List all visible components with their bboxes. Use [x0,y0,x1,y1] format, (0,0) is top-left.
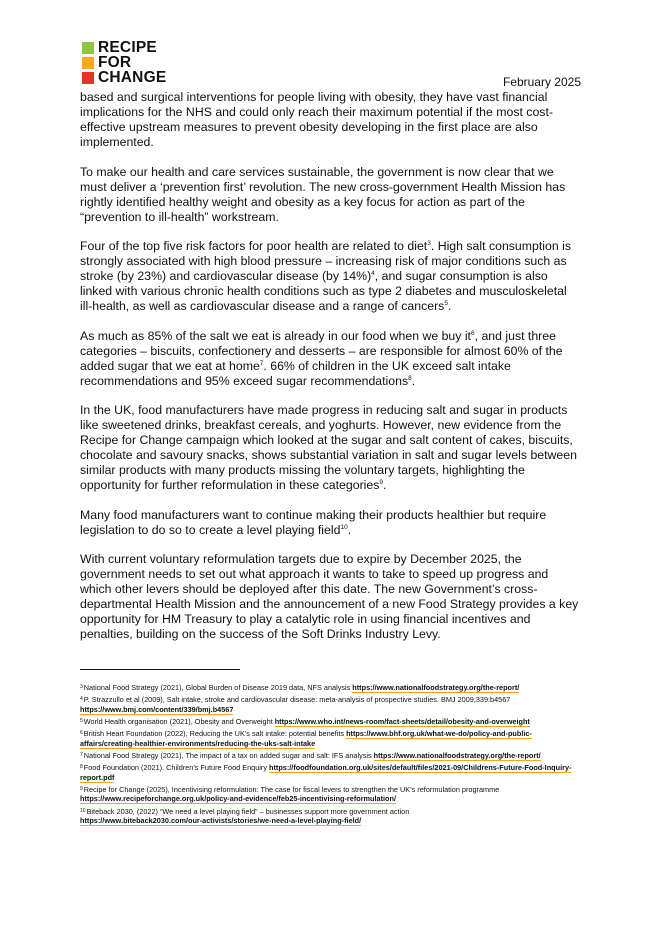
paragraph-2: To make our health and care services sustainable, the government is now clear that we must deliver a ‘prevention first’ revolution. The new cross-government Health Mission has rightly identified healthy weight and obesity as a key focus for action as part of the “prevention to ill-health” workstream. [80,164,566,224]
logo-row-1 [82,40,172,55]
footnote-link[interactable]: https://www.nationalfoodstrategy.org/the-report/ [373,750,541,760]
footnote-ref[interactable]: 10 [340,523,348,531]
logo-red-square [82,72,94,84]
footnote-link[interactable]: https://www.bmj.com/content/339/bmj.b4567 [80,704,234,714]
logo-word-change: CHANGE [98,68,167,86]
paragraph-4: As much as 85% of the salt we eat is already in our food when we buy $it^6$, and just three categories – biscuits, confectionery and desserts – are responsible for almost 60% of the added sugar that we eat at home$^7$. 66% of children in the UK exceed salt intake recommendations and 95% exceed sugar recommendations$^8$. [80,328,563,388]
footnote-item: $^9$Recipe for Change (2025), Incentivising reformulation: The case for fiscal levers to strengthen the UK’s reformulation programme https://www.recipeforchange.org.uk/policy-and-evidence/feb25-incentivising-reformulation/ [80,784,500,804]
footnote-item: $^6$British Heart Foundation (2022), Reducing the UK’s salt intake: potential benefits https://www.bhf.org.uk/what-we-do/policy-and-public-affairs/creating-healthier-environments/reducing-the-uks-salt-intake [80,729,532,748]
logo-row-3 [82,70,172,85]
logo-word-for: FOR [98,53,132,71]
recipe-for-change-logo [82,40,172,85]
footnote-ref[interactable]: 5 [444,300,448,307]
paragraph-6: Many food manufacturers want to continue making their products healthier but require legislation to do so to create a level playing field$^{10}$. [80,507,547,537]
paragraph-7: With current voluntary reformulation targets due to expire by December 2025, the government needs to set out what approach it wants to take to speed up progress and which other levers should be deployed after this date. The new Government’s cross-departmental Health Mission and the announcement of a new Food Strategy provides a key opportunity for HM Treasury to play a catalytic role in using financial incentives and penalties, building on the success of the Soft Drinks Industry Levy. [80,552,579,641]
logo-orange-square [82,57,94,69]
footnote-item: $^5$World Health organisation (2021), Obesity and Overweight https://www.who.int/news-room/fact-sheets/detail/obesity-and-overweight [80,716,530,726]
footnote-item: $^{10}$Biteback 2030, (2022) “We need a level playing field” – businesses support more government action https://www.biteback2030.com/our-activists/stories/we-need-a-level-playing-field/ [80,806,410,825]
footnote-item: $^8$Food Foundation (2021). Children’s Future Food Enquiry https://foodfoundation.org.uk/sites/default/files/2021-09/Childrens-Future-Food-Inquiry-report.pdf [80,763,572,782]
footnote-link[interactable]: https://www.bhf.org.uk/what-we-do/policy-and-public-affairs/creating-healthier-environments/reducing-the-uks-salt-intake [80,729,532,748]
footnote-link[interactable]: https://www.biteback2030.com/our-activists/stories/we-need-a-level-playing-field/ [80,815,362,825]
footnotes-list [80,683,585,828]
footnote-ref[interactable]: 6 [470,329,475,337]
paragraph-3: Four of the top five risk factors for poor health are related to diet$^3$. High salt consumption is strongly associated with high blood pressure – increasing risk of major conditions such as stroke (by 23%) and cardiovascular disease (by 14%)$^4$, and sugar consumption is also linked with various chronic health conditions such as type 2 diabetes and musculoskeletal ill-health, as well as cardiovascular disease and a range of cancers$^5$. [80,239,571,313]
footnote-divider [80,669,240,670]
document-body [80,90,582,657]
footnote-ref[interactable]: 7 [259,359,264,367]
document-date: February 2025 [502,75,581,89]
footnote-link[interactable]: https://www.who.int/news-room/fact-sheets/detail/obesity-and-overweight [274,716,530,726]
footnote-link[interactable]: https://www.recipeforchange.org.uk/policy-and-evidence/feb25-incentivising-reformulation/ [80,794,396,804]
paragraph-1: based and surgical interventions for people living with obesity, they have vast financial implications for the NHS and could only reach their maximum potential if the most cost-effective upstream measures to prevent obesity developing in the first place are also implemented. [80,90,553,149]
logo-green-square [82,42,94,54]
footnote-link[interactable]: https://www.nationalfoodstrategy.org/the-report/ [352,683,520,692]
footnote-link[interactable]: https://foodfoundation.org.uk/sites/default/files/2021-09/Childrens-Future-Food-Inquiry-report.pdf [80,763,572,782]
footnote-ref[interactable]: 9 [379,479,384,486]
footnote-item: $^4$P. Strazzullo et al (2009), Salt intake, stroke and cardiovascular disease: meta-analysis of prospective studies. BMJ 2009;339:b4567 https://www.bmj.com/content/339/bmj.b4567 [80,695,511,714]
footnote-item: $^7$National Food Strategy (2021), The impact of a tax on added sugar and salt: IFS analysis https://www.nationalfoodstrategy.org/the-report/ [80,750,541,760]
footnote-ref[interactable]: 4 [371,270,375,277]
footnote-item: $^3$National Food Strategy (2021), Global Burden of Disease 2019 data, NFS analysis https://www.nationalfoodstrategy.org/the-report/ [80,683,520,692]
logo-row-2 [82,55,172,70]
footnote-ref[interactable]: 3 [427,240,431,247]
logo-word-recipe: RECIPE [98,38,157,56]
paragraph-5: In the UK, food manufacturers have made progress in reducing salt and sugar in products like sweetened drinks, breakfast cereals, and yoghurts. However, new evidence from the Recipe for Change campaign which looked at the sugar and salt content of cakes, biscuits, chocolate and savoury snacks, shows substantial variation in salt and sugar levels between similar products with many products missing the voluntary targets, highlighting the opportunity for further reformulation in these categories$^9$. [80,403,577,492]
footnote-ref[interactable]: 8 [408,374,412,382]
